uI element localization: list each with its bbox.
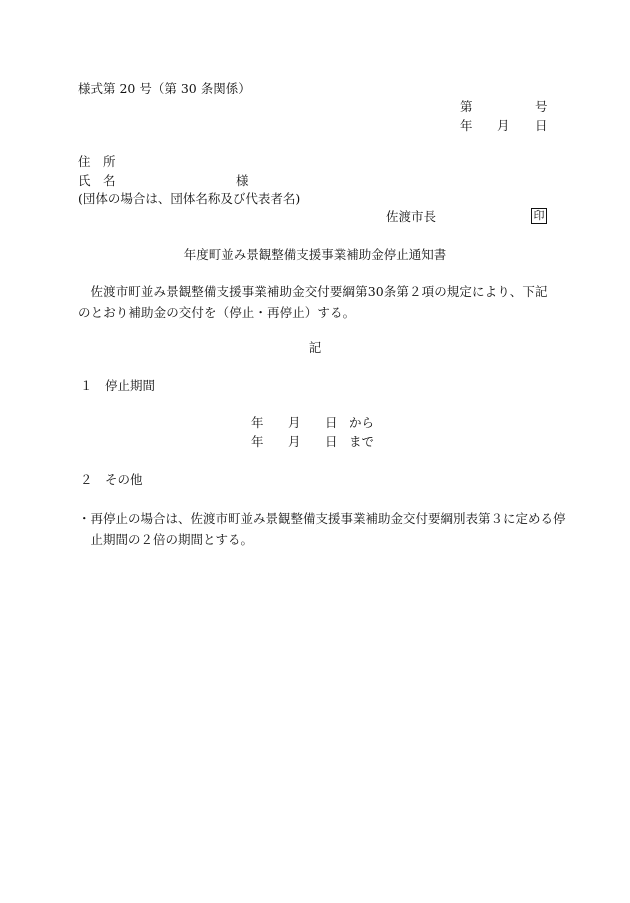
- from-month: 月: [288, 415, 301, 430]
- section1-heading: １ 停止期間: [80, 378, 156, 393]
- issuer-title: 佐渡市長: [386, 209, 437, 224]
- doc-number-dai: 第: [460, 99, 473, 114]
- from-suffix: から: [349, 415, 375, 430]
- to-suffix: まで: [349, 434, 375, 449]
- document-title: 年度町並み景観整備支援事業補助金停止通知書: [183, 247, 447, 262]
- section2-heading: ２ その他: [80, 472, 143, 487]
- body-paragraph: 佐渡市町並み景観整備支援事業補助金交付要綱第30条第２項の規定により、下記のとおり補助金の交付を（停止・再停止）する。: [78, 284, 548, 320]
- ki-heading: 記: [308, 340, 322, 355]
- from-day: 日: [325, 415, 338, 430]
- to-day: 日: [325, 434, 338, 449]
- date-month: 月: [497, 118, 510, 133]
- group-note: (団体の場合は、団体名称及び代表者名): [78, 191, 301, 206]
- note-paragraph: ・再停止の場合は、佐渡市町並み景観整備支援事業補助金交付要綱別表第３に定める停止期間の２倍の期間とする。: [78, 511, 566, 547]
- from-year: 年: [251, 415, 264, 430]
- date-year: 年: [460, 118, 473, 133]
- to-month: 月: [288, 434, 301, 449]
- form-number: 様式第 20 号（第 30 条関係）: [78, 81, 251, 96]
- address-label: 住 所: [78, 154, 116, 169]
- to-year: 年: [251, 434, 264, 449]
- date-day: 日: [535, 118, 548, 133]
- honorific: 様: [236, 173, 249, 188]
- name-label: 氏 名: [78, 173, 116, 188]
- seal-mark: 印: [531, 208, 547, 224]
- doc-number-go: 号: [535, 99, 548, 114]
